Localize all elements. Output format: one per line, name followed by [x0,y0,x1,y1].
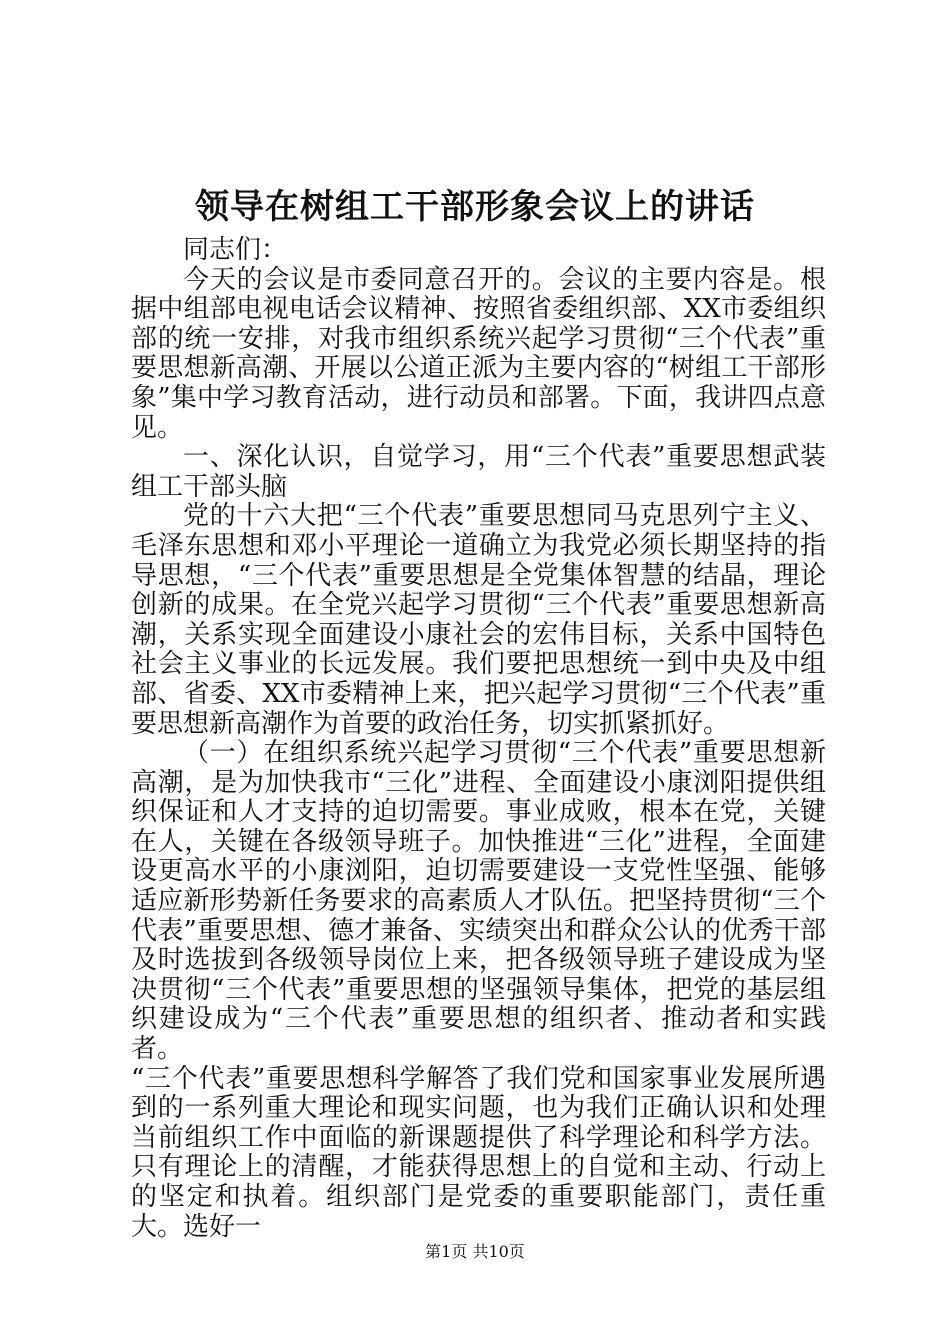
document-title: 领导在树组工干部形象会议上的讲话 [195,187,755,227]
section-heading-1: 一、深化认识，自觉学习，用“三个代表”重要思想武装组工干部头脑 [131,442,826,502]
subsection-paragraph-1: （一）在组织系统兴起学习贯彻“三个代表”重要思想新高潮，是为加快我市“三化”进程、全面建设小康浏阳提供组织保证和人才支持的迫切需要。事业成败，根本在党，关键在人，关键在各级领导班子。加快推进“三化”进程，全面建设更高水平的小康浏阳，迫切需要建设一支党性坚强、能够适应新形势新任务要求的高素质人才队伍。把坚持贯彻“三个代表”重要思想、德才兼备、实绩突出和群众公认的优秀干部及时选拔到各级领导岗位上来，把各级领导班子建设成为坚决贯彻“三个代表”重要思想的坚强领导集体，把党的基层组织建设成为“三个代表”重要思想的组织者、推动者和实践者。 [131,738,826,1065]
intro-paragraph: 今天的会议是市委同意召开的。会议的主要内容是。根据中组部电视电话会议精神、按照省委组织部、XX市委组织部的统一安排，对我市组织系统兴起学习贯彻“三个代表”重要思想新高潮、开展以公道正派为主要内容的“树组工干部形象”集中学习教育活动，进行动员和部署。下面，我讲四点意见。 [131,264,826,443]
page-footer: 第1页 共10页 [425,1242,525,1261]
body-paragraph: 党的十六大把“三个代表”重要思想同马克思列宁主义、毛泽东思想和邓小平理论一道确立为我党必须长期坚持的指导思想，“三个代表”重要思想是全党集体智慧的结晶，理论创新的成果。在全党兴起学习贯彻“三个代表”重要思想新高潮，关系实现全面建设小康社会的宏伟目标，关系中国特色社会主义事业的长远发展。我们要把思想统一到中央及中组部、省委、XX市委精神上来，把兴起学习贯彻“三个代表”重要思想新高潮作为首要的政治任务，切实抓紧抓好。 [131,501,826,739]
continuation-paragraph: “三个代表”重要思想科学解答了我们党和国家事业发展所遇到的一系列重大理论和现实问题，也为我们正确认识和处理当前组织工作中面临的新课题提供了科学理论和科学方法。只有理论上的清醒，才能获得思想上的自觉和主动、行动上的坚定和执着。组织部门是党委的重要职能部门，责任重大。选好一 [131,1063,826,1242]
document-body [131,236,826,1242]
salutation-paragraph: 同志们： [183,235,288,265]
